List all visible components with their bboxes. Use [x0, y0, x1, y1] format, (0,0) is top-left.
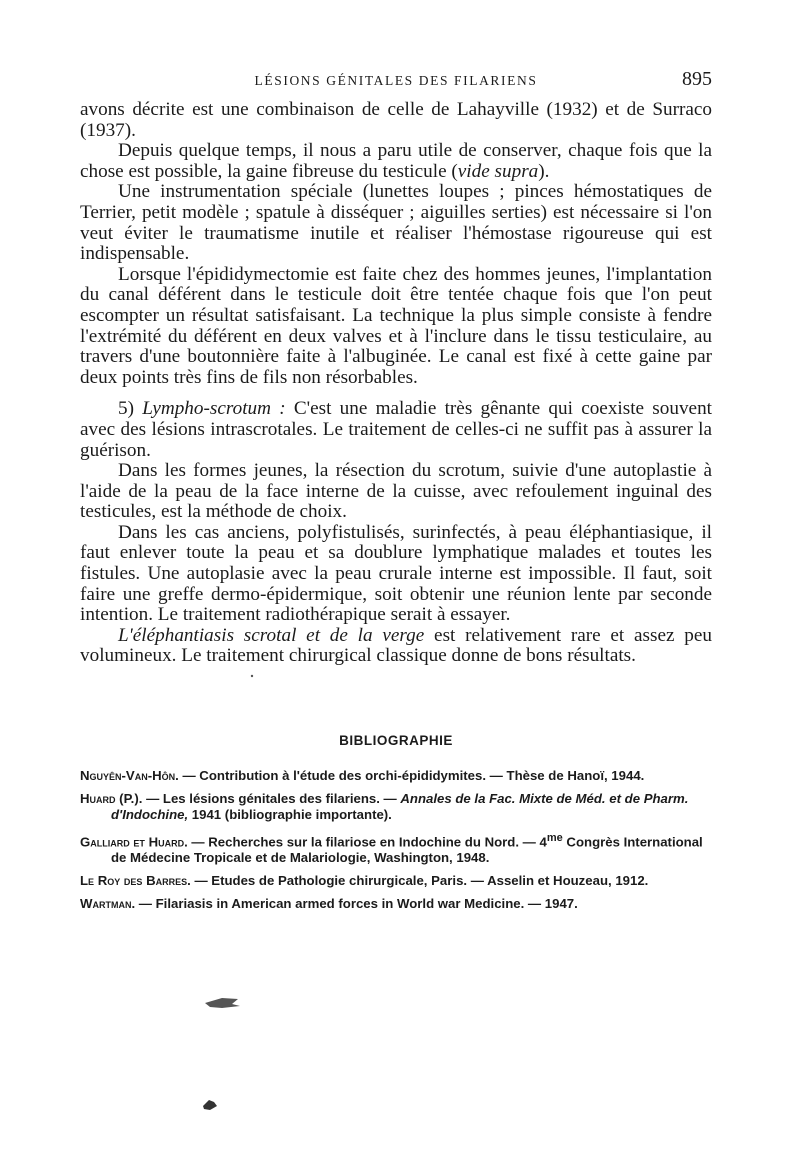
text-run: — Etudes de Pathologie chirurgicale, Paris. — Asselin et Houzeau, 1912. [190, 873, 649, 889]
text-run: Dans les formes jeunes, la résection du scrotum, suivie d'une autoplastie à l'aide de la peau de la face interne de la cuisse, avec refoulement inguinal des testicules, est la méthode de choix. [80, 460, 712, 523]
bibliography-author: Le Roy des Barres. [80, 873, 191, 889]
page-number: 895 [682, 68, 712, 90]
text-run: — Contribution à l'étude des orchi-épididymites. — Thèse de Hanoï, 1944. [178, 768, 645, 783]
bibliography-title: BIBLIOGRAPHIE [339, 733, 453, 748]
text-run: — Les lésions génitales des filariens. — [142, 791, 401, 806]
text-run: Dans les cas anciens, polyfistulisés, surinfectés, à peau éléphantiasique, il faut enlever toute la peau et sa doublure lymphatique malades et toutes les fistules. Une autoplasie avec la peau crurale interne est impossible. Il faut, soit faire une greffe dermo-épidermique, soit obtenir une réunion lente par seconde intention. Le traitement radiothérapique serait à essayer. [80, 521, 712, 626]
bibliography-author: Huard (P.). [80, 791, 143, 806]
superscript-text: me [546, 832, 563, 844]
italic-text: Annales de la Fac. Mixte de Méd. et de Pharm. d'Indochine, [111, 791, 689, 822]
text-run: Depuis quelque temps, il nous a paru utile de conserver, chaque fois que la chose est possible, la gaine fibreuse du testicule ( [80, 140, 712, 182]
bibliography-author: Nguyên-Van-Hôn. [80, 768, 179, 783]
italic-text: vide supra [457, 160, 539, 182]
text-run: est relativement rare et assez peu volumineux. Le traitement chirurgical classique donne de bons résultats. [80, 624, 712, 667]
bibliography-author: Wartman. [80, 896, 136, 912]
text-run: 5) [118, 398, 143, 420]
running-title: LÉSIONS GÉNITALES DES FILARIENS [254, 73, 538, 88]
text-run: ). [538, 160, 550, 182]
text-run: — Recherches sur la filariose en Indochine du Nord. — 4 [187, 834, 547, 850]
text-run: C'est une maladie très gênante qui coexiste souvent avec des lésions intrascrotales. Le traitement de celles-ci ne suffit pas à assurer la guérison. [80, 398, 712, 461]
text-run: Une instrumentation spéciale (lunettes loupes ; pinces hémostatiques de Terrier, petit modèle ; spatule à disséquer ; aiguilles serties) est nécessaire si l'on veut éviter le traumatisme inutile et réaliser l'hémostase rigoureuse qui est indispensable. [80, 181, 712, 265]
text-run: Lorsque l'épididymectomie est faite chez des hommes jeunes, l'implantation du canal déférent dans le testicule doit être tentée chaque fois que l'on peut escompter un résultat satisfaisant. La technique la plus simple consiste à fendre l'extrémité du déférent en deux valves et à l'inclure dans le tissu testiculaire, au travers d'une boutonnière faite à l'albuginée. Le canal est fixé à cette gaine par deux points très fins de fils non résorbables. [80, 263, 712, 388]
text-run: Congrès International de Médecine Tropicale et de Malariologie, Washington, 1948. [111, 834, 703, 866]
text-run: — Filariasis in American armed forces in World war Medicine. — 1947. [135, 896, 578, 912]
text-run: 1941 (bibliographie importante). [188, 807, 392, 822]
ink-blot [205, 998, 240, 1008]
ink-speck [251, 675, 253, 677]
text-run: avons décrite est une combinaison de celle de Lahayville (1932) et de Surraco (1937). [80, 99, 712, 141]
italic-text: Lympho-scrotum : [142, 398, 286, 420]
bibliography-author: Galliard et Huard. [80, 834, 188, 850]
italic-text: L'éléphantiasis scrotal et de la verge [118, 624, 425, 646]
ink-blot [203, 1100, 217, 1110]
